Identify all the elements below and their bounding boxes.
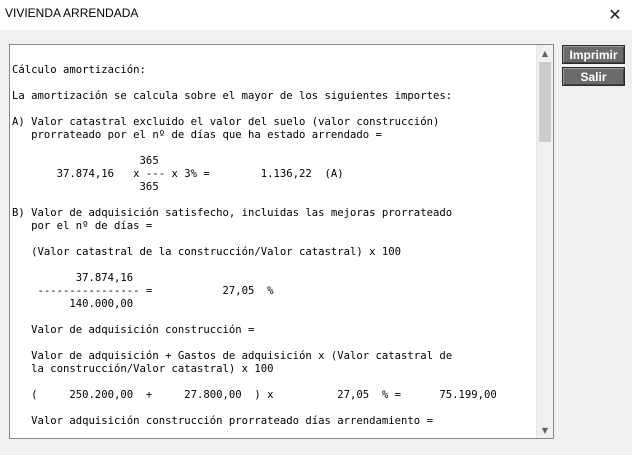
scroll-thumb[interactable]	[539, 62, 551, 142]
window-title: VIVIENDA ARRENDADA	[5, 6, 139, 20]
report-line	[12, 259, 533, 272]
report-line: Valor adquisición construcción prorrateado días arrendamiento =	[12, 415, 433, 427]
report-line: 365	[12, 155, 159, 167]
report-panel[interactable]	[9, 44, 554, 439]
report-line	[12, 142, 533, 155]
close-icon[interactable]: ✕	[608, 4, 622, 24]
title-bar	[0, 0, 632, 30]
scroll-down-icon[interactable]: ▼	[541, 425, 549, 435]
exit-button[interactable]: Salir	[562, 67, 625, 86]
report-line	[12, 77, 533, 90]
report-line	[12, 337, 533, 350]
report-line	[12, 376, 533, 389]
report-line: 365	[12, 181, 159, 193]
report-line: ---------------- = 27,05 %	[12, 285, 274, 297]
report-line: A) Valor catastral excluido el valor del suelo (valor construcción)	[12, 116, 440, 128]
print-button[interactable]: Imprimir	[562, 45, 625, 64]
report-line: Valor de adquisición construcción =	[12, 324, 255, 336]
report-line: 37.874,16	[12, 272, 134, 284]
report-line: por el nº de días =	[12, 220, 153, 232]
report-line: Cálculo amortización:	[12, 64, 146, 76]
report-text	[12, 51, 533, 428]
report-line	[12, 233, 533, 246]
report-line: Valor de adquisición + Gastos de adquisición x (Valor catastral de	[12, 350, 453, 362]
report-line: (Valor catastral de la construcción/Valor catastral) x 100	[12, 246, 402, 258]
report-line	[12, 402, 533, 415]
report-line: 37.874,16 x --- x 3% = 1.136,22 (A)	[12, 168, 344, 180]
scroll-up-icon[interactable]: ▲	[541, 48, 549, 58]
report-line: B) Valor de adquisición satisfecho, incluidas las mejoras prorrateado	[12, 207, 453, 219]
vertical-scrollbar[interactable]	[536, 45, 553, 438]
report-line: 140.000,00	[12, 298, 134, 310]
report-line	[12, 311, 533, 324]
report-line: la construcción/Valor catastral) x 100	[12, 363, 274, 375]
report-line: La amortización se calcula sobre el mayor de los siguientes importes:	[12, 90, 453, 102]
report-line	[12, 103, 533, 116]
report-line: ( 250.200,00 + 27.800,00 ) x 27,05 % = 75.199,00	[12, 389, 497, 401]
report-line	[12, 194, 533, 207]
report-line	[12, 51, 533, 64]
report-line: prorrateado por el nº de días que ha estado arrendado =	[12, 129, 382, 141]
